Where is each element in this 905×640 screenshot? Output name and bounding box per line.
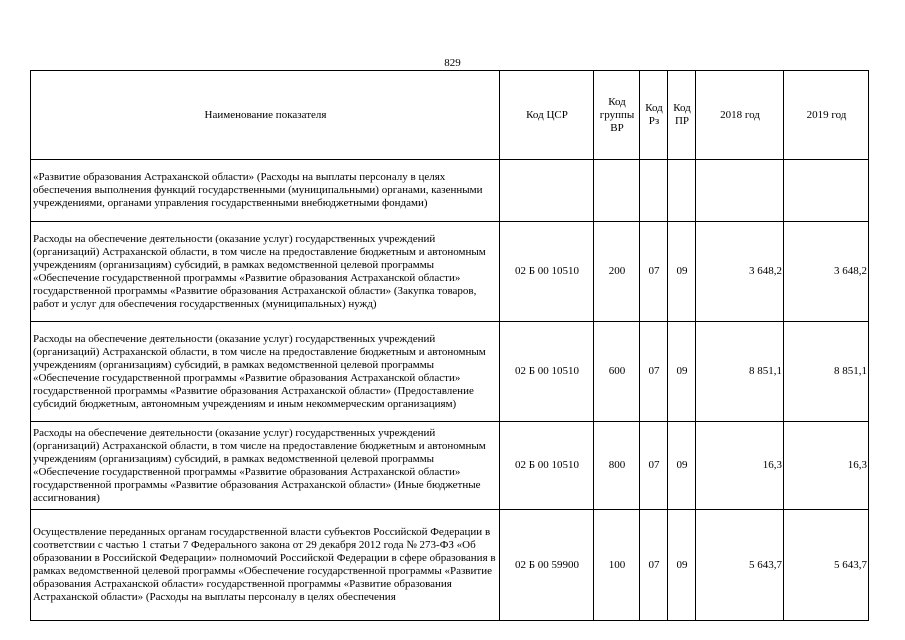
amount-2018 xyxy=(696,160,784,222)
vr-code: 600 xyxy=(594,322,640,422)
header-name: Наименование показателя xyxy=(31,71,500,160)
csr-code: 02 Б 00 10510 xyxy=(500,222,594,322)
table-row xyxy=(31,160,869,222)
header-pr: Код ПР xyxy=(668,71,696,160)
header-2018: 2018 год xyxy=(696,71,784,160)
csr-code xyxy=(500,160,594,222)
page-number: 829 xyxy=(444,57,461,69)
rz-code: 07 xyxy=(640,222,668,322)
vr-code xyxy=(594,160,640,222)
rz-code: 07 xyxy=(640,510,668,621)
amount-2019: 8 851,1 xyxy=(784,322,869,422)
amount-2019 xyxy=(784,160,869,222)
amount-2019: 16,3 xyxy=(784,422,869,510)
rz-code: 07 xyxy=(640,422,668,510)
amount-2018: 3 648,2 xyxy=(696,222,784,322)
pr-code: 09 xyxy=(668,510,696,621)
rz-code: 07 xyxy=(640,322,668,422)
csr-code: 02 Б 00 10510 xyxy=(500,422,594,510)
table-row xyxy=(31,422,869,510)
indicator-name: Расходы на обеспечение деятельности (оказание услуг) государственных учреждений (организаций) Астраханской области, в том числе на предоставление бюджетным и автономным учреждениям (организациям) субсидий, в рамках ведомственной целевой программы «Обеспечение государственной программы «Развитие образования Астраханской области» государственной программы «Развитие образования Астраханской области» (Иные бюджетные ассигнования) xyxy=(31,422,500,510)
indicator-name: Осуществление переданных органам государственной власти субъектов Российской Федерации в соответствии с частью 1 статьи 7 Федерального закона от 29 декабря 2012 года № 273-ФЗ «Об образовании в Российской Федерации» полномочий Российской Федерации в сфере образования в рамках ведомственной целевой программы «Обеспечение государственной программы «Развитие образования Астраханской области» государственной программы «Развитие образования Астраханской области» (Расходы на выплаты персоналу в целях обеспечения xyxy=(31,510,500,621)
csr-code: 02 Б 00 10510 xyxy=(500,322,594,422)
table-row xyxy=(31,322,869,422)
pr-code: 09 xyxy=(668,322,696,422)
header-csr: Код ЦСР xyxy=(500,71,594,160)
indicator-name: Расходы на обеспечение деятельности (оказание услуг) государственных учреждений (организаций) Астраханской области, в том числе на предоставление бюджетным и автономным учреждениям (организациям) субсидий, в рамках ведомственной целевой программы «Обеспечение государственной программы «Развитие образования Астраханской области» государственной программы «Развитие образования Астраханской области» (Закупка товаров, работ и услуг для обеспечения государственных (муниципальных) нужд) xyxy=(31,222,500,322)
amount-2018: 8 851,1 xyxy=(696,322,784,422)
csr-code: 02 Б 00 59900 xyxy=(500,510,594,621)
pr-code xyxy=(668,160,696,222)
amount-2019: 5 643,7 xyxy=(784,510,869,621)
table-row xyxy=(31,510,869,621)
header-vr: Код группы ВР xyxy=(594,71,640,160)
pr-code: 09 xyxy=(668,222,696,322)
header-2019: 2019 год xyxy=(784,71,869,160)
header-rz: Код Рз xyxy=(640,71,668,160)
pr-code: 09 xyxy=(668,422,696,510)
vr-code: 200 xyxy=(594,222,640,322)
indicator-name: Расходы на обеспечение деятельности (оказание услуг) государственных учреждений (организаций) Астраханской области, в том числе на предоставление бюджетным и автономным учреждениям (организациям) субсидий, в рамках ведомственной целевой программы «Обеспечение государственной программы «Развитие образования Астраханской области» государственной программы «Развитие образования Астраханской области» (Предоставление субсидий бюджетным, автономным учреждениям и иным некоммерческим организациям) xyxy=(31,322,500,422)
header-row xyxy=(31,71,869,160)
vr-code: 800 xyxy=(594,422,640,510)
indicator-name: «Развитие образования Астраханской области» (Расходы на выплаты персоналу в целях обеспечения выполнения функций государственными (муниципальными) органами, казенными учреждениями, органами управления государственными внебюджетными фондами) xyxy=(31,160,500,222)
budget-table xyxy=(30,70,869,621)
table-row xyxy=(31,222,869,322)
amount-2018: 16,3 xyxy=(696,422,784,510)
amount-2019: 3 648,2 xyxy=(784,222,869,322)
rz-code xyxy=(640,160,668,222)
amount-2018: 5 643,7 xyxy=(696,510,784,621)
vr-code: 100 xyxy=(594,510,640,621)
